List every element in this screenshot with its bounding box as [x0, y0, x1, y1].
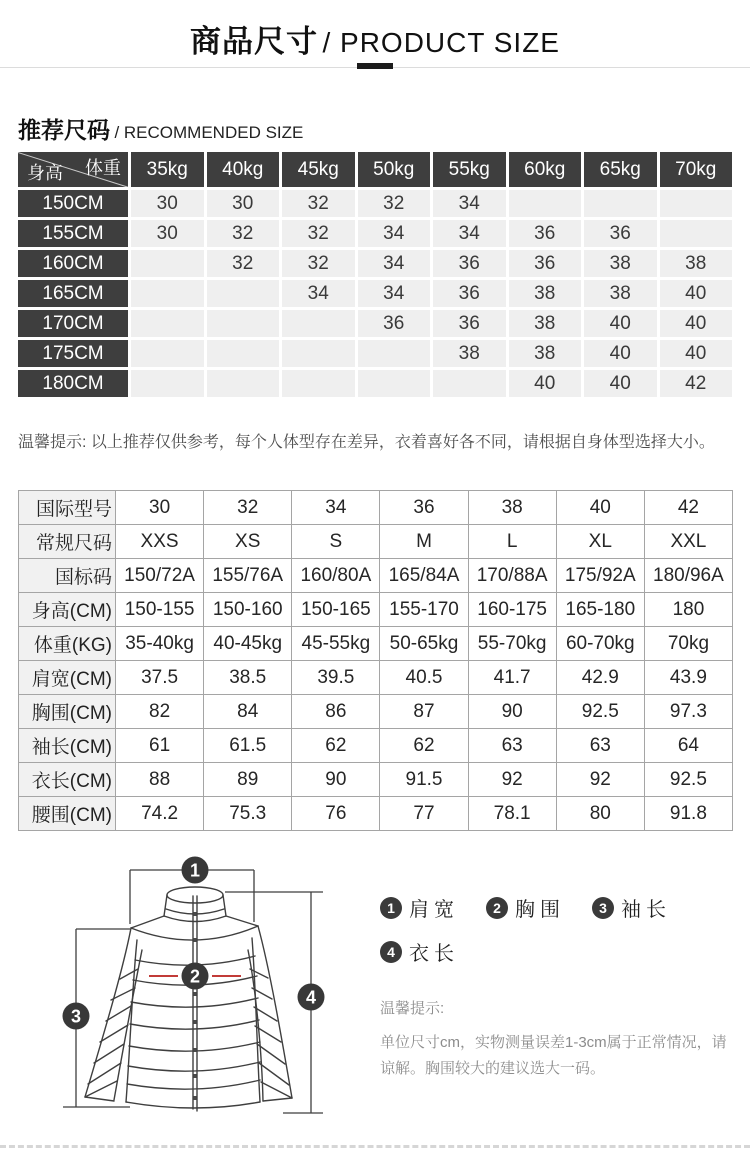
weight-header-cell: 35kg: [131, 152, 204, 187]
recommended-size-cell: 34: [358, 280, 431, 307]
recommended-size-cell: 30: [131, 220, 204, 247]
size-value-cell: 92.5: [644, 763, 732, 797]
size-value-cell: 70kg: [644, 627, 732, 661]
recommended-size-cell: 40: [660, 280, 733, 307]
recommended-size-cell: [207, 310, 280, 337]
size-value-cell: 36: [380, 491, 468, 525]
recommended-size-cell: [660, 220, 733, 247]
size-value-cell: 170/88A: [468, 559, 556, 593]
legend-line-2: [380, 937, 740, 966]
height-label-cell: 165CM: [18, 280, 128, 307]
size-value-cell: 82: [116, 695, 204, 729]
recommended-size-cell: [131, 250, 204, 277]
size-value-cell: 160/80A: [292, 559, 380, 593]
legend-label: 衣长: [409, 943, 459, 965]
height-label-cell: 160CM: [18, 250, 128, 277]
size-value-cell: 38: [468, 491, 556, 525]
size-value-cell: 87: [380, 695, 468, 729]
size-table-row: [19, 491, 733, 525]
size-table-row: [19, 797, 733, 831]
measure-tip-title: 温馨提示:: [380, 1000, 445, 1017]
recommended-size-cell: 30: [207, 190, 280, 217]
weight-header-cell: 60kg: [509, 152, 582, 187]
size-value-cell: 62: [292, 729, 380, 763]
jacket-measurement-diagram: [30, 850, 360, 1140]
recommended-size-cell: 34: [433, 220, 506, 247]
size-value-cell: 45-55kg: [292, 627, 380, 661]
recommended-size-cell: [207, 370, 280, 397]
recommended-table-row: [18, 340, 732, 367]
size-value-cell: 89: [204, 763, 292, 797]
size-value-cell: 91.8: [644, 797, 732, 831]
recommended-size-cell: 40: [584, 340, 657, 367]
recommended-heading-en: / RECOMMENDED SIZE: [114, 123, 304, 142]
size-value-cell: 40: [556, 491, 644, 525]
size-row-label: 常规尺码: [19, 525, 116, 559]
recommended-heading-cn: 推荐尺码: [18, 117, 110, 143]
size-row-label: 肩宽(CM): [19, 661, 116, 695]
size-value-cell: XL: [556, 525, 644, 559]
size-value-cell: M: [380, 525, 468, 559]
size-value-cell: 165-180: [556, 593, 644, 627]
recommended-size-cell: 34: [282, 280, 355, 307]
corner-cell: [18, 152, 128, 187]
size-row-label: 袖长(CM): [19, 729, 116, 763]
legend-number-badge: 4: [380, 941, 402, 963]
recommended-size-cell: 36: [358, 310, 431, 337]
size-value-cell: 92: [468, 763, 556, 797]
measure-tip-body: 单位尺寸cm，实物测量误差1-3cm属于正常情况，请谅解。胸围较大的建议选大一码。: [380, 1034, 727, 1078]
size-value-cell: 78.1: [468, 797, 556, 831]
recommended-size-cell: 38: [660, 250, 733, 277]
size-value-cell: 40.5: [380, 661, 468, 695]
size-value-cell: 180/96A: [644, 559, 732, 593]
recommended-size-cell: [584, 190, 657, 217]
weight-header-cell: 40kg: [207, 152, 280, 187]
recommended-size-cell: 30: [131, 190, 204, 217]
height-label-cell: 155CM: [18, 220, 128, 247]
bottom-dashed-divider: [0, 1145, 750, 1148]
size-table-row: [19, 661, 733, 695]
size-value-cell: 160-175: [468, 593, 556, 627]
recommended-size-cell: 42: [660, 370, 733, 397]
size-table-row: [19, 763, 733, 797]
size-table-row: [19, 627, 733, 661]
marker-4-number: 4: [305, 987, 317, 1008]
weight-header-cell: 65kg: [584, 152, 657, 187]
size-value-cell: 155-170: [380, 593, 468, 627]
recommended-size-cell: 38: [509, 310, 582, 337]
size-value-cell: 88: [116, 763, 204, 797]
recommended-size-cell: [358, 370, 431, 397]
recommended-size-cell: 38: [433, 340, 506, 367]
size-value-cell: 155/76A: [204, 559, 292, 593]
size-value-cell: 150/72A: [116, 559, 204, 593]
recommended-size-cell: [433, 370, 506, 397]
size-value-cell: S: [292, 525, 380, 559]
recommended-size-cell: [207, 340, 280, 367]
recommended-table-row: [18, 190, 732, 217]
recommended-size-cell: 32: [282, 190, 355, 217]
recommended-size-cell: 40: [584, 310, 657, 337]
size-value-cell: 63: [556, 729, 644, 763]
recommended-size-cell: [282, 310, 355, 337]
recommended-size-cell: 32: [282, 250, 355, 277]
weight-header-cell: 45kg: [282, 152, 355, 187]
size-value-cell: 34: [292, 491, 380, 525]
recommended-table-row: [18, 220, 732, 247]
size-value-cell: XXL: [644, 525, 732, 559]
size-value-cell: 76: [292, 797, 380, 831]
size-value-cell: 84: [204, 695, 292, 729]
size-value-cell: 90: [468, 695, 556, 729]
zipper-buttons: [194, 912, 197, 1100]
recommended-size-cell: 40: [509, 370, 582, 397]
recommended-table-row: [18, 370, 732, 397]
size-value-cell: 55-70kg: [468, 627, 556, 661]
recommended-size-cell: 36: [509, 250, 582, 277]
recommended-size-cell: [509, 190, 582, 217]
recommended-size-cell: 38: [509, 280, 582, 307]
jacket-diagram-svg: [30, 850, 360, 1140]
size-row-label: 身高(CM): [19, 593, 116, 627]
legend-item: [486, 893, 565, 922]
size-row-label: 腰围(CM): [19, 797, 116, 831]
size-value-cell: 80: [556, 797, 644, 831]
size-table-row: [19, 525, 733, 559]
weight-header-row: [18, 152, 732, 187]
size-value-cell: 60-70kg: [556, 627, 644, 661]
size-value-cell: 37.5: [116, 661, 204, 695]
marker-2-number: 2: [189, 966, 201, 987]
size-table-row: [19, 559, 733, 593]
height-label-cell: 175CM: [18, 340, 128, 367]
size-value-cell: 64: [644, 729, 732, 763]
page-title-en: / PRODUCT SIZE: [322, 27, 560, 58]
recommended-size-cell: [660, 190, 733, 217]
size-value-cell: 43.9: [644, 661, 732, 695]
size-value-cell: XS: [204, 525, 292, 559]
recommended-table-row: [18, 280, 732, 307]
recommended-size-table: [15, 149, 735, 400]
legend-number-badge: 1: [380, 897, 402, 919]
size-value-cell: L: [468, 525, 556, 559]
size-value-cell: 61: [116, 729, 204, 763]
weight-header-cell: 70kg: [660, 152, 733, 187]
marker-3-number: 3: [70, 1006, 82, 1027]
size-value-cell: 30: [116, 491, 204, 525]
recommended-size-cell: [131, 370, 204, 397]
size-value-cell: 74.2: [116, 797, 204, 831]
size-value-cell: 90: [292, 763, 380, 797]
recommended-size-cell: 38: [584, 250, 657, 277]
size-value-cell: 180: [644, 593, 732, 627]
size-value-cell: 39.5: [292, 661, 380, 695]
recommended-tip-text: 温馨提示: 以上推荐仅供参考，每个人体型存在差异，衣着喜好各不同，请根据自身体型选择大小。: [18, 434, 715, 451]
recommended-size-cell: 40: [660, 310, 733, 337]
size-value-cell: 62: [380, 729, 468, 763]
legend-label: 袖长: [621, 899, 671, 921]
size-row-label: 国标码: [19, 559, 116, 593]
size-value-cell: 35-40kg: [116, 627, 204, 661]
recommended-size-cell: 36: [433, 280, 506, 307]
legend-number-badge: 3: [592, 897, 614, 919]
size-value-cell: 38.5: [204, 661, 292, 695]
legend-line-1: [380, 893, 740, 922]
size-value-cell: 50-65kg: [380, 627, 468, 661]
recommended-size-cell: [131, 310, 204, 337]
legend-item: [592, 893, 671, 922]
recommended-size-cell: [282, 370, 355, 397]
size-value-cell: 42.9: [556, 661, 644, 695]
size-row-label: 胸围(CM): [19, 695, 116, 729]
size-value-cell: XXS: [116, 525, 204, 559]
size-value-cell: 32: [204, 491, 292, 525]
recommended-size-cell: 34: [358, 250, 431, 277]
height-label-cell: 180CM: [18, 370, 128, 397]
size-value-cell: 150-155: [116, 593, 204, 627]
measure-tip: [380, 997, 728, 1083]
recommended-size-cell: 32: [358, 190, 431, 217]
legend-label: 肩宽: [409, 899, 459, 921]
size-row-label: 国际型号: [19, 491, 116, 525]
recommended-size-cell: 32: [282, 220, 355, 247]
size-table-row: [19, 593, 733, 627]
size-row-label: 衣长(CM): [19, 763, 116, 797]
jacket-outline: [85, 887, 292, 1111]
recommended-size-cell: 34: [433, 190, 506, 217]
recommended-size-heading: [18, 112, 303, 145]
recommended-size-cell: [131, 280, 204, 307]
size-value-cell: 92.5: [556, 695, 644, 729]
recommended-size-cell: 36: [509, 220, 582, 247]
recommended-size-cell: 32: [207, 220, 280, 247]
recommended-size-cell: [207, 280, 280, 307]
size-value-cell: 40-45kg: [204, 627, 292, 661]
detailed-size-table: [18, 490, 733, 831]
weight-header-cell: 50kg: [358, 152, 431, 187]
recommended-size-cell: 36: [433, 250, 506, 277]
size-value-cell: 91.5: [380, 763, 468, 797]
recommended-table-row: [18, 310, 732, 337]
recommended-size-cell: [358, 340, 431, 367]
legend-label: 胸围: [515, 899, 565, 921]
size-value-cell: 150-165: [292, 593, 380, 627]
recommended-size-cell: 38: [509, 340, 582, 367]
recommended-size-cell: 36: [433, 310, 506, 337]
size-value-cell: 165/84A: [380, 559, 468, 593]
recommended-size-cell: 36: [584, 220, 657, 247]
recommended-size-cell: 40: [660, 340, 733, 367]
legend-number-badge: 2: [486, 897, 508, 919]
size-value-cell: 63: [468, 729, 556, 763]
recommended-size-cell: 32: [207, 250, 280, 277]
size-value-cell: 92: [556, 763, 644, 797]
size-table-row: [19, 729, 733, 763]
size-value-cell: 150-160: [204, 593, 292, 627]
header-accent-bar: [357, 63, 393, 69]
marker-1-number: 1: [189, 860, 201, 881]
size-value-cell: 77: [380, 797, 468, 831]
weight-header-cell: 55kg: [433, 152, 506, 187]
page-title-cn: 商品尺寸: [190, 24, 319, 59]
size-value-cell: 61.5: [204, 729, 292, 763]
size-value-cell: 42: [644, 491, 732, 525]
size-value-cell: 75.3: [204, 797, 292, 831]
size-value-cell: 175/92A: [556, 559, 644, 593]
recommended-size-cell: 34: [358, 220, 431, 247]
height-label-cell: 170CM: [18, 310, 128, 337]
measure-legend: [380, 893, 740, 981]
recommended-size-cell: [282, 340, 355, 367]
size-row-label: 体重(KG): [19, 627, 116, 661]
size-value-cell: 41.7: [468, 661, 556, 695]
page-header: [0, 16, 750, 61]
legend-item: [380, 937, 459, 966]
recommended-size-cell: 40: [584, 370, 657, 397]
size-value-cell: 86: [292, 695, 380, 729]
corner-weight-label: 体重: [85, 158, 121, 178]
size-table-row: [19, 695, 733, 729]
height-label-cell: 150CM: [18, 190, 128, 217]
legend-item: [380, 893, 459, 922]
corner-height-label: 身高: [27, 163, 63, 183]
recommended-table-row: [18, 250, 732, 277]
recommended-size-cell: 38: [584, 280, 657, 307]
recommended-size-cell: [131, 340, 204, 367]
size-value-cell: 97.3: [644, 695, 732, 729]
